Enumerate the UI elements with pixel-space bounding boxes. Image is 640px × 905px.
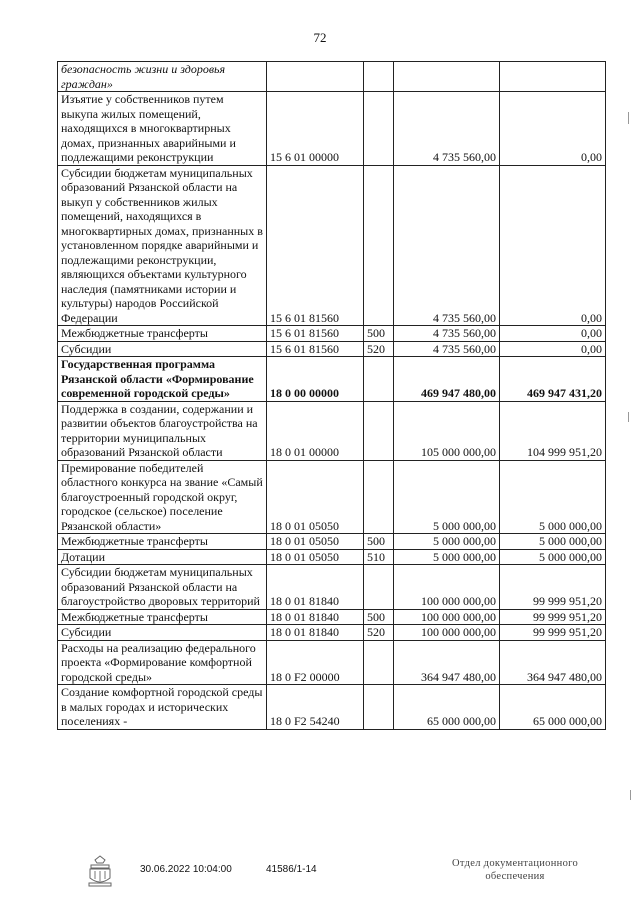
row-amount-plan: 5 000 000,00 xyxy=(394,549,500,565)
row-name: Дотации xyxy=(58,549,267,565)
row-expense-type xyxy=(364,460,394,534)
row-code: 18 0 01 81840 xyxy=(267,565,364,610)
row-amount-actual: 469 947 431,20 xyxy=(500,357,606,402)
table-row xyxy=(58,640,606,685)
table-row xyxy=(58,341,606,357)
table-row xyxy=(58,625,606,641)
row-code: 18 0 01 05050 xyxy=(267,549,364,565)
table-row xyxy=(58,565,606,610)
coat-of-arms-icon xyxy=(85,854,115,888)
page-number: 72 xyxy=(313,30,327,45)
row-amount-plan: 100 000 000,00 xyxy=(394,565,500,610)
row-code: 15 6 01 00000 xyxy=(267,92,364,166)
row-expense-type: 500 xyxy=(364,609,394,625)
row-amount-plan: 100 000 000,00 xyxy=(394,625,500,641)
row-expense-type xyxy=(364,640,394,685)
row-amount-actual: 0,00 xyxy=(500,92,606,166)
row-code: 15 6 01 81560 xyxy=(267,326,364,342)
page-footer xyxy=(0,848,640,898)
margin-mark xyxy=(628,112,629,124)
row-amount-plan: 65 000 000,00 xyxy=(394,685,500,730)
row-expense-type: 520 xyxy=(364,341,394,357)
table-row xyxy=(58,62,606,92)
row-amount-actual xyxy=(500,62,606,92)
row-expense-type xyxy=(364,401,394,460)
row-name: Межбюджетные трансферты xyxy=(58,609,267,625)
row-amount-actual: 0,00 xyxy=(500,326,606,342)
row-expense-type xyxy=(364,92,394,166)
margin-mark xyxy=(630,790,631,800)
table-row xyxy=(58,165,606,326)
row-name: Межбюджетные трансферты xyxy=(58,326,267,342)
row-amount-actual: 5 000 000,00 xyxy=(500,549,606,565)
row-code: 18 0 F2 00000 xyxy=(267,640,364,685)
row-amount-actual: 5 000 000,00 xyxy=(500,534,606,550)
row-name: Премирование победителей областного конкурса на звание «Самый благоустроенный городской округ, городское (сельское) поселение Рязанской области» xyxy=(58,460,267,534)
row-name: Изъятие у собственников путем выкупа жилых помещений, находящихся в многоквартирных домах, признанных аварийными и подлежащими реконструкции xyxy=(58,92,267,166)
row-amount-actual: 99 999 951,20 xyxy=(500,625,606,641)
row-name: безопасность жизни и здоровья граждан» xyxy=(58,62,267,92)
row-expense-type: 500 xyxy=(364,326,394,342)
budget-table xyxy=(57,61,606,730)
table-row xyxy=(58,326,606,342)
row-amount-actual: 104 999 951,20 xyxy=(500,401,606,460)
row-code xyxy=(267,62,364,92)
row-amount-actual: 364 947 480,00 xyxy=(500,640,606,685)
row-amount-actual: 99 999 951,20 xyxy=(500,609,606,625)
row-code: 18 0 F2 54240 xyxy=(267,685,364,730)
table-row xyxy=(58,401,606,460)
margin-mark xyxy=(628,412,629,422)
table-row xyxy=(58,549,606,565)
row-name: Государственная программа Рязанской области «Формирование современной городской среды» xyxy=(58,357,267,402)
row-name: Субсидии xyxy=(58,341,267,357)
row-code: 18 0 01 05050 xyxy=(267,534,364,550)
row-expense-type xyxy=(364,165,394,326)
row-code: 15 6 01 81560 xyxy=(267,341,364,357)
row-code: 18 0 00 00000 xyxy=(267,357,364,402)
table-row xyxy=(58,92,606,166)
row-expense-type: 520 xyxy=(364,625,394,641)
row-amount-plan: 5 000 000,00 xyxy=(394,460,500,534)
footer-doc-number: 41586/1-14 xyxy=(266,864,317,875)
footer-department xyxy=(430,857,600,883)
table-row xyxy=(58,357,606,402)
row-expense-type xyxy=(364,565,394,610)
row-code: 15 6 01 81560 xyxy=(267,165,364,326)
row-code: 18 0 01 05050 xyxy=(267,460,364,534)
footer-department-line2: обеспечения xyxy=(485,871,545,882)
row-name: Межбюджетные трансферты xyxy=(58,534,267,550)
row-amount-actual: 65 000 000,00 xyxy=(500,685,606,730)
table-row xyxy=(58,460,606,534)
row-amount-plan: 4 735 560,00 xyxy=(394,326,500,342)
row-name: Расходы на реализацию федерального проекта «Формирование комфортной городской среды» xyxy=(58,640,267,685)
row-name: Субсидии бюджетам муниципальных образований Рязанской области на выкуп у собственников жилых помещений, находящихся в многоквартирных домах, признанных в установленном порядке аварийными и подлежащими реконструкции, являющихся объектами культурного наследия (памятниками истории и культуры) народов Российской Федерации xyxy=(58,165,267,326)
row-code: 18 0 01 81840 xyxy=(267,625,364,641)
row-amount-plan: 100 000 000,00 xyxy=(394,609,500,625)
row-amount-actual: 99 999 951,20 xyxy=(500,565,606,610)
row-expense-type xyxy=(364,357,394,402)
row-expense-type: 510 xyxy=(364,549,394,565)
row-amount-actual: 5 000 000,00 xyxy=(500,460,606,534)
row-name: Субсидии xyxy=(58,625,267,641)
row-expense-type xyxy=(364,685,394,730)
footer-department-line1: Отдел документационного xyxy=(451,858,579,869)
row-name: Субсидии бюджетам муниципальных образований Рязанской области на благоустройство дворовых территорий xyxy=(58,565,267,610)
table-row xyxy=(58,685,606,730)
row-amount-plan: 105 000 000,00 xyxy=(394,401,500,460)
row-amount-plan: 4 735 560,00 xyxy=(394,165,500,326)
row-amount-actual: 0,00 xyxy=(500,341,606,357)
row-amount-actual: 0,00 xyxy=(500,165,606,326)
row-expense-type: 500 xyxy=(364,534,394,550)
row-amount-plan xyxy=(394,62,500,92)
row-expense-type xyxy=(364,62,394,92)
row-name: Создание комфортной городской среды в малых городах и исторических поселениях - xyxy=(58,685,267,730)
row-amount-plan: 5 000 000,00 xyxy=(394,534,500,550)
row-amount-plan: 364 947 480,00 xyxy=(394,640,500,685)
row-name: Поддержка в создании, содержании и развитии объектов благоустройства на территории муниципальных образований Рязанской области xyxy=(58,401,267,460)
table-row xyxy=(58,609,606,625)
row-code: 18 0 01 00000 xyxy=(267,401,364,460)
row-amount-plan: 4 735 560,00 xyxy=(394,341,500,357)
footer-date: 30.06.2022 10:04:00 xyxy=(140,864,232,875)
row-code: 18 0 01 81840 xyxy=(267,609,364,625)
row-amount-plan: 4 735 560,00 xyxy=(394,92,500,166)
row-amount-plan: 469 947 480,00 xyxy=(394,357,500,402)
table-row xyxy=(58,534,606,550)
